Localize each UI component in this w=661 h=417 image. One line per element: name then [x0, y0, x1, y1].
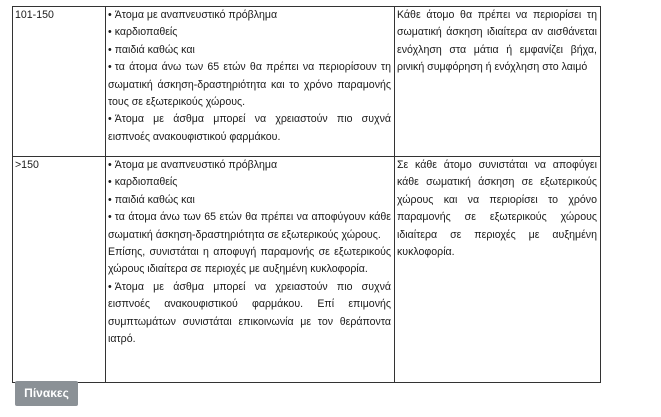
list-item: • τα άτομα άνω των 65 ετών θα πρέπει να αποφύγουν κάθε σωματική άσκηση-δραστηριότητα σε εξωτερικούς χώρους.: [108, 209, 391, 244]
sensitive-groups-cell: [106, 7, 395, 157]
list-item: • Άτομα με άσθμα μπορεί να χρειαστούν πιο συχνά εισπνοές ανακουφιστικού φαρμάκου.: [108, 111, 391, 146]
general-population-cell: [395, 157, 601, 383]
level-cell: >150: [13, 157, 106, 383]
sensitive-groups-cell: [106, 157, 395, 383]
list-item: • καρδιοπαθείς: [108, 24, 391, 41]
table-row: [13, 157, 601, 383]
table-row: [13, 7, 601, 157]
list-item: • Άτομα με αναπνευστικό πρόβλημα: [108, 7, 391, 24]
list-item: • τα άτομα άνω των 65 ετών θα πρέπει να περιορίσουν τη σωματική άσκηση-δραστηριότητα και το χρόνο παραμονής τους σε εξωτερικούς χώρους.: [108, 59, 391, 111]
list-item: • παιδιά καθώς και: [108, 42, 391, 59]
list-item: • Άτομα με άσθμα μπορεί να χρειαστούν πιο συχνά εισπνοές ανακουφιστικού φαρμάκου. Επί επιμονής συμπτωμάτων συνιστάται επικοινωνία με τον θεράποντα ιατρό.: [108, 279, 391, 349]
list-item: • Άτομα με αναπνευστικό πρόβλημα: [108, 157, 391, 174]
list-item: • παιδιά καθώς και: [108, 192, 391, 209]
general-advice-text: Σε κάθε άτομο συνιστάται να αποφύγει κάθε σωματική άσκηση σε εξωτερικούς χώρους και να περιορίσει το χρόνο παραμονής σε εξωτερικούς χώρους ιδιαίτερα σε περιοχές με αυξημένη κυκλοφορία.: [397, 159, 597, 259]
list-item: • καρδιοπαθείς: [108, 174, 391, 191]
general-advice-text: Κάθε άτομο θα πρέπει να περιορίσει τη σωματική άσκηση ιδιαίτερα αν αισθάνεται ενόχληση στα μάτια ή εμφανίζει βήχα, ρινική συμφόρηση ή ενόχληση στο λαιμό: [397, 9, 597, 74]
general-population-cell: [395, 7, 601, 157]
tables-tab-button[interactable]: Πίνακες: [15, 381, 78, 406]
air-quality-advice-table: [12, 6, 601, 383]
list-item: Επίσης, συνιστάται η αποφυγή παραμονής σε εξωτερικούς χώρους ιδιαίτερα σε περιοχές με αυξημένη κυκλοφορία.: [108, 246, 391, 276]
level-cell: 101-150: [13, 7, 106, 157]
